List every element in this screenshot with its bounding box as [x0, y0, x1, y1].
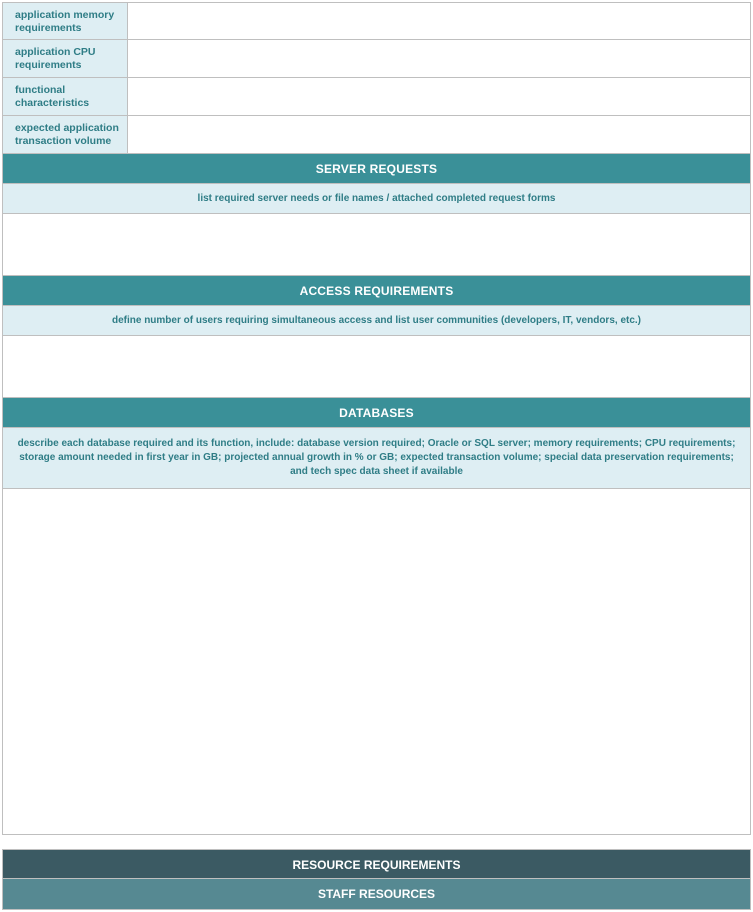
server-requests-section — [2, 154, 751, 276]
requirement-label: application CPU requirements — [3, 40, 128, 77]
section-instruction: list required server needs or file names / attached completed request forms — [2, 184, 751, 214]
transaction-volume-field[interactable] — [128, 116, 750, 153]
server-requests-field[interactable] — [2, 214, 751, 276]
resource-requirements-heading: RESOURCE REQUIREMENTS — [2, 849, 751, 879]
section-title: DATABASES — [2, 398, 751, 428]
requirement-row-functional — [2, 78, 751, 116]
section-title: ACCESS REQUIREMENTS — [2, 276, 751, 306]
staff-resources-heading: STAFF RESOURCES — [2, 879, 751, 910]
access-requirements-section — [2, 276, 751, 398]
resource-footer — [2, 849, 751, 910]
databases-section — [2, 398, 751, 835]
cpu-requirements-field[interactable] — [128, 40, 750, 77]
functional-characteristics-field[interactable] — [128, 78, 750, 115]
section-instruction: describe each database required and its function, include: database version required; Oracle or SQL server; memory requirements; CPU requirements; storage amount needed in first year in GB; projected annual growth in % or GB; expected transaction volume; special data preservation requirements; and tech spec data sheet if available — [2, 428, 751, 489]
requirement-row-transaction-volume — [2, 116, 751, 154]
requirement-row-memory — [2, 2, 751, 40]
requirements-table — [2, 2, 751, 154]
databases-field[interactable] — [2, 489, 751, 835]
requirement-label: application memory requirements — [3, 3, 128, 39]
requirement-label: expected application transaction volume — [3, 116, 128, 153]
section-instruction: define number of users requiring simultaneous access and list user communities (developers, IT, vendors, etc.) — [2, 306, 751, 336]
section-title: SERVER REQUESTS — [2, 154, 751, 184]
requirements-sheet — [2, 2, 751, 835]
requirement-label: functional characteristics — [3, 78, 128, 115]
memory-requirements-field[interactable] — [128, 3, 750, 39]
access-requirements-field[interactable] — [2, 336, 751, 398]
requirement-row-cpu — [2, 40, 751, 78]
